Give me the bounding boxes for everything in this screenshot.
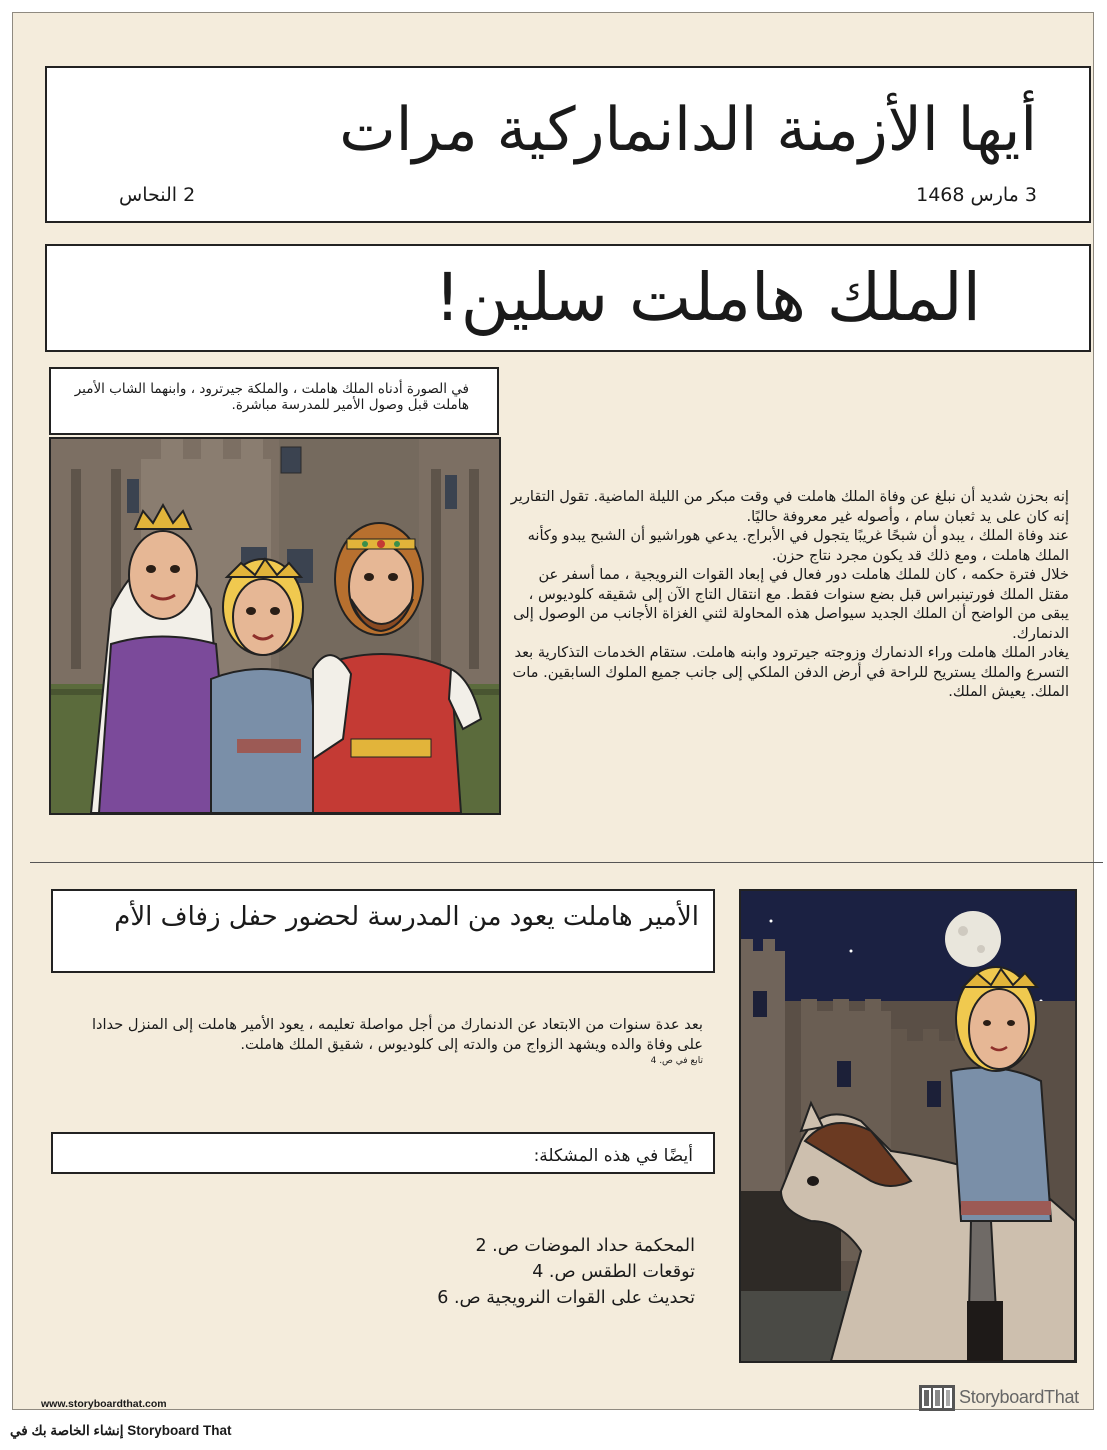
main-article	[509, 487, 1069, 702]
prince-on-horse-illustration	[739, 889, 1077, 1363]
create-your-own-credit[interactable]: إنشاء الخاصة بك في Storyboard That	[10, 1423, 232, 1438]
issue-item: توقعات الطقس ص. 4	[532, 1262, 695, 1282]
continued-note: تابع في ص. 4	[650, 1056, 703, 1066]
issue-date: 3 مارس 1468	[916, 184, 1037, 206]
section-divider	[30, 862, 1103, 863]
issue-price: 2 النحاس	[119, 184, 196, 206]
also-in-issue-box	[51, 1132, 715, 1174]
issue-item: تحديث على القوات النرويجية ص. 6	[437, 1288, 695, 1308]
main-headline: الملك هاملت سلين!	[434, 259, 981, 336]
footer-url[interactable]: www.storyboardthat.com	[41, 1398, 167, 1410]
masthead	[45, 66, 1091, 223]
second-headline: الأمير هاملت يعود من المدرسة لحضور حفل زفاف الأم	[114, 902, 699, 932]
newspaper-page	[12, 12, 1094, 1410]
royal-family-illustration	[49, 437, 501, 815]
also-in-issue-list	[413, 1233, 695, 1311]
storyboard-icon	[919, 1385, 955, 1411]
brand-name: StoryboardThat	[959, 1387, 1079, 1407]
article-paragraph: خلال فترة حكمه ، كان للملك هاملت دور فعال في إبعاد القوات النرويجية ، مما أسفر عن مقتل الملك فورتينبراس قبل بضع سنوات فقط. مع انتقال التاج الآن إلى شقيقه كلوديوس ، يبقى من الواضح أن الملك الجديد سيواصل هذه المحاولة لثني الغزاة الأجانب من الوصول إلى الدنمارك.	[513, 566, 1069, 642]
also-in-issue-label: أيضًا في هذه المشكلة:	[533, 1146, 693, 1166]
article-paragraph: عند وفاة الملك ، يبدو أن شبحًا غريبًا يتجول في الأبراج. يدعي هوراشيو أن الشبح يبدو وكأنه الملك هاملت ، ومع ذلك قد يكون مجرد نتاج حزن.	[527, 527, 1069, 564]
second-article	[83, 1015, 703, 1068]
photo-caption-box	[49, 367, 499, 435]
storyboardthat-logo[interactable]	[919, 1385, 1079, 1411]
second-article-body: بعد عدة سنوات من الابتعاد عن الدنمارك من أجل مواصلة تعليمه ، يعود الأمير هاملت إلى المنزل حدادا على وفاة والده ويشهد الزواج من والدته إلى كلوديوس ، شقيق الملك هاملت.	[91, 1016, 703, 1053]
headline-box	[45, 244, 1091, 352]
article-paragraph: يغادر الملك هاملت وراء الدنمارك وزوجته جيرترود وابنه هاملت. ستقام الخدمات التذكارية بعد التسرع والملك يستريح للراحة في أرض الدفن الملكي إلى جانب جميع الملوك السابقين. مات الملك. يعيش الملك.	[512, 644, 1069, 700]
second-headline-box	[51, 889, 715, 973]
article-paragraph: إنه بحزن شديد أن نبلغ عن وفاة الملك هاملت في وقت مبكر من الليلة الماضية. تقول التقارير إنه كان على يد ثعبان سام ، وأصوله غير معروفة حاليًا.	[510, 488, 1069, 525]
issue-item: المحكمة حداد الموضات ص. 2	[475, 1236, 695, 1256]
newspaper-title: أيها الأزمنة الدانماركية مرات	[339, 95, 1037, 165]
photo-caption: في الصورة أدناه الملك هاملت ، والملكة جيرترود ، وابنهما الشاب الأمير هاملت قبل وصول الأمير للمدرسة مباشرة.	[74, 381, 469, 413]
